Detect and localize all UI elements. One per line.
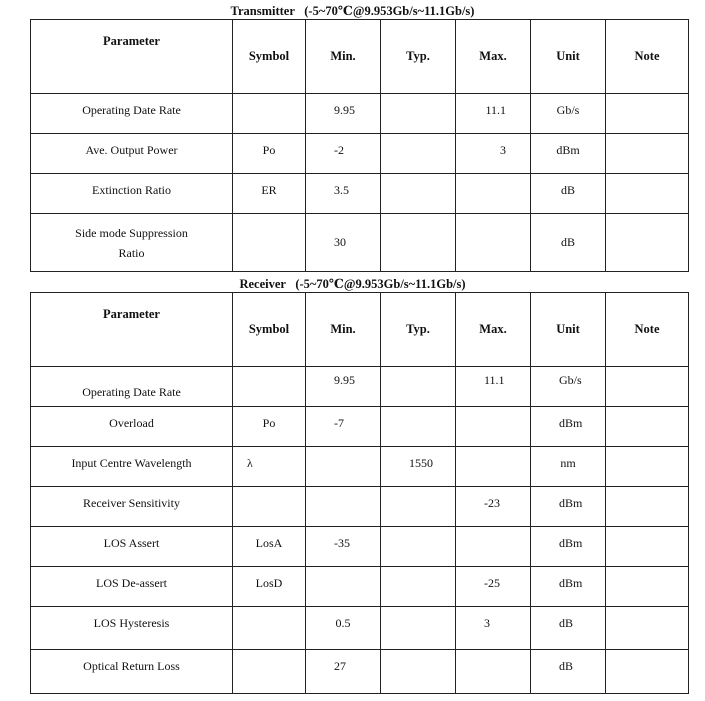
receiver-caption: [0, 276, 705, 292]
min-cell: [306, 487, 381, 527]
table-row: [31, 134, 689, 174]
param-cell: Operating Date Rate: [31, 94, 233, 134]
header-symbol: Symbol: [233, 293, 306, 367]
typ-cell: [381, 487, 456, 527]
header-min: Min.: [306, 20, 381, 94]
note-cell: [606, 567, 689, 607]
unit-cell: dB: [531, 174, 606, 214]
receiver-table: [30, 292, 689, 694]
param-cell: LOS Assert: [31, 527, 233, 567]
unit-cell: dBm: [531, 487, 606, 527]
unit-cell: dBm: [531, 567, 606, 607]
typ-cell: [381, 367, 456, 407]
note-cell: [606, 650, 689, 694]
symbol-cell: λ: [233, 447, 306, 487]
param-line-2: Ratio: [118, 245, 145, 260]
transmitter-caption-name: Transmitter: [230, 4, 295, 18]
unit-cell: Gb/s: [531, 367, 606, 407]
table-row: [31, 367, 689, 407]
min-cell: -35: [306, 527, 381, 567]
typ-cell: [381, 527, 456, 567]
min-cell: 0.5: [306, 607, 381, 650]
note-cell: [606, 94, 689, 134]
max-cell: [456, 214, 531, 272]
param-cell: LOS Hysteresis: [31, 607, 233, 650]
max-cell: [456, 407, 531, 447]
table-row: [31, 487, 689, 527]
table-row: [31, 567, 689, 607]
table-row: [31, 174, 689, 214]
header-symbol: Symbol: [233, 20, 306, 94]
max-cell: [456, 174, 531, 214]
unit-cell: dBm: [531, 134, 606, 174]
max-cell: [456, 527, 531, 567]
receiver-caption-name: Receiver: [239, 277, 286, 291]
note-cell: [606, 527, 689, 567]
param-cell: [31, 214, 233, 272]
max-cell: -23: [456, 487, 531, 527]
symbol-cell: [233, 650, 306, 694]
unit-cell: dB: [531, 214, 606, 272]
max-cell: -25: [456, 567, 531, 607]
typ-cell: [381, 214, 456, 272]
symbol-cell: Po: [233, 134, 306, 174]
symbol-cell: LosA: [233, 527, 306, 567]
symbol-cell: [233, 487, 306, 527]
max-cell: [456, 447, 531, 487]
typ-cell: [381, 174, 456, 214]
param-cell: Operating Date Rate: [31, 367, 233, 407]
param-cell: Ave. Output Power: [31, 134, 233, 174]
typ-cell: [381, 134, 456, 174]
param-line-1: Side mode Suppression: [75, 225, 188, 240]
param-cell: Receiver Sensitivity: [31, 487, 233, 527]
table-row: [31, 607, 689, 650]
unit-cell: dB: [531, 607, 606, 650]
symbol-cell: ER: [233, 174, 306, 214]
max-cell: 3: [456, 134, 531, 174]
header-unit: Unit: [531, 293, 606, 367]
note-cell: [606, 367, 689, 407]
table-row: [31, 447, 689, 487]
min-cell: 9.95: [306, 367, 381, 407]
table-row: [31, 527, 689, 567]
min-cell: [306, 567, 381, 607]
param-cell: Overload: [31, 407, 233, 447]
note-cell: [606, 174, 689, 214]
transmitter-caption-conditions: (-5~70℃@9.953Gb/s~11.1Gb/s): [304, 4, 475, 18]
note-cell: [606, 607, 689, 650]
unit-cell: Gb/s: [531, 94, 606, 134]
param-cell: Extinction Ratio: [31, 174, 233, 214]
note-cell: [606, 214, 689, 272]
max-cell: 3: [456, 607, 531, 650]
unit-cell: nm: [531, 447, 606, 487]
note-cell: [606, 447, 689, 487]
symbol-cell: [233, 214, 306, 272]
min-cell: -2: [306, 134, 381, 174]
unit-cell: dBm: [531, 527, 606, 567]
header-note: Note: [606, 293, 689, 367]
typ-cell: [381, 94, 456, 134]
transmitter-table: [30, 19, 689, 272]
max-cell: [456, 650, 531, 694]
note-cell: [606, 487, 689, 527]
header-parameter: Parameter: [31, 293, 233, 367]
min-cell: 27: [306, 650, 381, 694]
param-cell: Optical Return Loss: [31, 650, 233, 694]
min-cell: 3.5: [306, 174, 381, 214]
max-cell: 11.1: [456, 94, 531, 134]
header-min: Min.: [306, 293, 381, 367]
header-typ: Typ.: [381, 20, 456, 94]
min-cell: 30: [306, 214, 381, 272]
param-cell: LOS De-assert: [31, 567, 233, 607]
table-row: [31, 650, 689, 694]
header-max: Max.: [456, 20, 531, 94]
header-max: Max.: [456, 293, 531, 367]
header-parameter: Parameter: [31, 20, 233, 94]
unit-cell: dB: [531, 650, 606, 694]
header-typ: Typ.: [381, 293, 456, 367]
table-row: [31, 94, 689, 134]
max-cell: 11.1: [456, 367, 531, 407]
min-cell: [306, 447, 381, 487]
table-header-row: [31, 20, 689, 94]
typ-cell: [381, 407, 456, 447]
header-note: Note: [606, 20, 689, 94]
typ-cell: [381, 650, 456, 694]
receiver-caption-conditions: (-5~70℃@9.953Gb/s~11.1Gb/s): [295, 277, 466, 291]
typ-cell: [381, 567, 456, 607]
typ-cell: 1550: [381, 447, 456, 487]
symbol-cell: [233, 607, 306, 650]
typ-cell: [381, 607, 456, 650]
unit-cell: dBm: [531, 407, 606, 447]
table-row: [31, 214, 689, 272]
transmitter-caption: [0, 3, 705, 19]
note-cell: [606, 134, 689, 174]
table-row: [31, 407, 689, 447]
symbol-cell: [233, 94, 306, 134]
note-cell: [606, 407, 689, 447]
param-cell: Input Centre Wavelength: [31, 447, 233, 487]
symbol-cell: LosD: [233, 567, 306, 607]
table-header-row: [31, 293, 689, 367]
symbol-cell: Po: [233, 407, 306, 447]
min-cell: -7: [306, 407, 381, 447]
header-unit: Unit: [531, 20, 606, 94]
symbol-cell: [233, 367, 306, 407]
min-cell: 9.95: [306, 94, 381, 134]
